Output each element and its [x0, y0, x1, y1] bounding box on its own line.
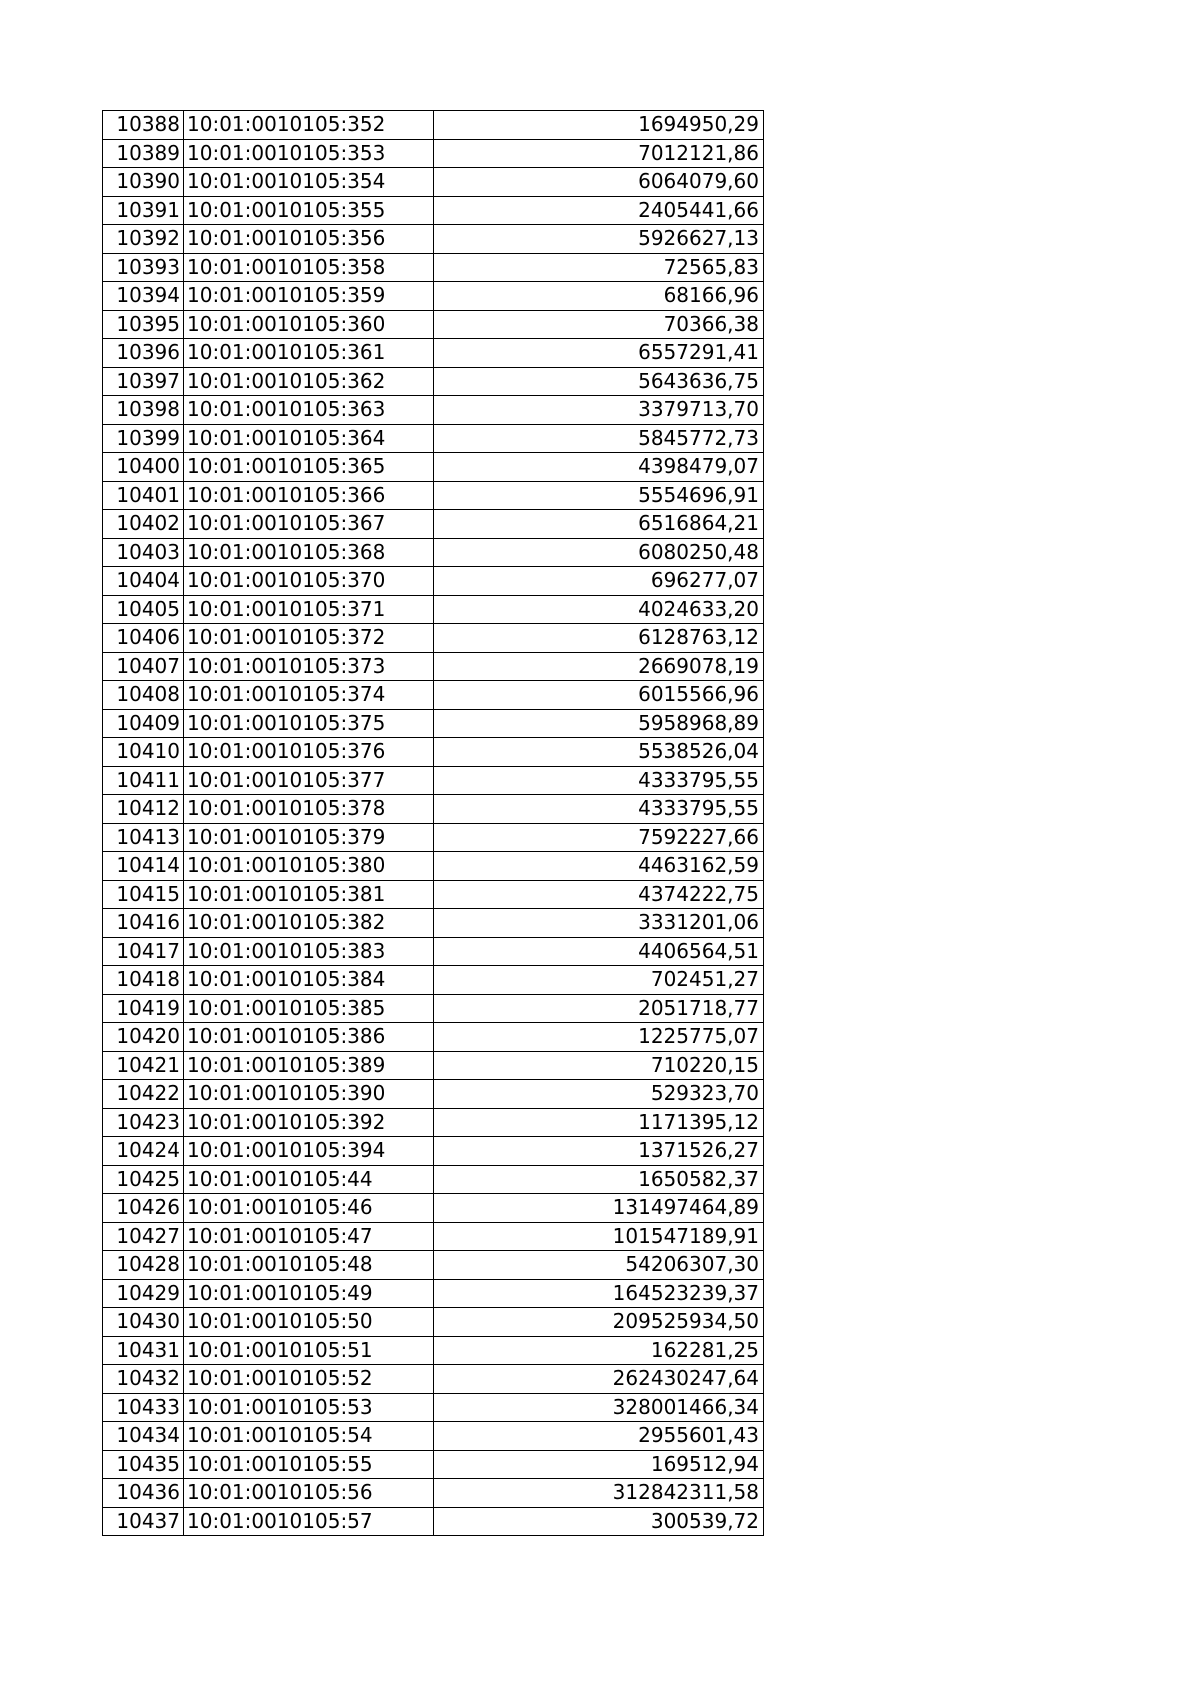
value-cell: 6064079,60 — [434, 168, 764, 197]
row-number-cell: 10411 — [103, 766, 184, 795]
value-cell: 312842311,58 — [434, 1479, 764, 1508]
cadastral-number-cell: 10:01:0010105:363 — [184, 396, 434, 425]
value-cell: 4398479,07 — [434, 453, 764, 482]
value-cell: 5845772,73 — [434, 424, 764, 453]
value-cell: 101547189,91 — [434, 1222, 764, 1251]
value-cell: 1171395,12 — [434, 1108, 764, 1137]
cadastral-number-cell: 10:01:0010105:364 — [184, 424, 434, 453]
table-row — [103, 396, 764, 425]
table-row — [103, 937, 764, 966]
row-number-cell: 10436 — [103, 1479, 184, 1508]
row-number-cell: 10404 — [103, 567, 184, 596]
cadastral-number-cell: 10:01:0010105:51 — [184, 1336, 434, 1365]
cadastral-number-cell: 10:01:0010105:378 — [184, 795, 434, 824]
cadastral-number-cell: 10:01:0010105:366 — [184, 481, 434, 510]
value-cell: 2405441,66 — [434, 196, 764, 225]
table-row — [103, 595, 764, 624]
row-number-cell: 10406 — [103, 624, 184, 653]
cadastral-number-cell: 10:01:0010105:54 — [184, 1422, 434, 1451]
row-number-cell: 10408 — [103, 681, 184, 710]
cadastral-number-cell: 10:01:0010105:57 — [184, 1507, 434, 1536]
table-row — [103, 909, 764, 938]
value-cell: 300539,72 — [434, 1507, 764, 1536]
row-number-cell: 10429 — [103, 1279, 184, 1308]
value-cell: 5926627,13 — [434, 225, 764, 254]
cadastral-number-cell: 10:01:0010105:361 — [184, 339, 434, 368]
cadastral-number-cell: 10:01:0010105:377 — [184, 766, 434, 795]
value-cell: 6557291,41 — [434, 339, 764, 368]
cadastral-number-cell: 10:01:0010105:359 — [184, 282, 434, 311]
value-cell: 54206307,30 — [434, 1251, 764, 1280]
table-row — [103, 624, 764, 653]
value-cell: 529323,70 — [434, 1080, 764, 1109]
row-number-cell: 10428 — [103, 1251, 184, 1280]
table-row — [103, 481, 764, 510]
table-row — [103, 766, 764, 795]
value-cell: 1694950,29 — [434, 111, 764, 140]
cadastral-number-cell: 10:01:0010105:383 — [184, 937, 434, 966]
table-row — [103, 852, 764, 881]
cadastral-number-cell: 10:01:0010105:48 — [184, 1251, 434, 1280]
table-row — [103, 1422, 764, 1451]
table-row — [103, 1479, 764, 1508]
row-number-cell: 10414 — [103, 852, 184, 881]
value-cell: 164523239,37 — [434, 1279, 764, 1308]
cadastral-number-cell: 10:01:0010105:355 — [184, 196, 434, 225]
cadastral-number-cell: 10:01:0010105:360 — [184, 310, 434, 339]
row-number-cell: 10424 — [103, 1137, 184, 1166]
row-number-cell: 10410 — [103, 738, 184, 767]
table-row — [103, 1393, 764, 1422]
table-row — [103, 453, 764, 482]
row-number-cell: 10421 — [103, 1051, 184, 1080]
value-cell: 1371526,27 — [434, 1137, 764, 1166]
table-row — [103, 538, 764, 567]
value-cell: 2955601,43 — [434, 1422, 764, 1451]
row-number-cell: 10395 — [103, 310, 184, 339]
value-cell: 2669078,19 — [434, 652, 764, 681]
cadastral-number-cell: 10:01:0010105:374 — [184, 681, 434, 710]
row-number-cell: 10419 — [103, 994, 184, 1023]
row-number-cell: 10390 — [103, 168, 184, 197]
value-cell: 5958968,89 — [434, 709, 764, 738]
value-cell: 6015566,96 — [434, 681, 764, 710]
row-number-cell: 10433 — [103, 1393, 184, 1422]
cadastral-number-cell: 10:01:0010105:46 — [184, 1194, 434, 1223]
cadastral-number-cell: 10:01:0010105:44 — [184, 1165, 434, 1194]
cadastral-number-cell: 10:01:0010105:382 — [184, 909, 434, 938]
table-row — [103, 424, 764, 453]
value-cell: 4333795,55 — [434, 795, 764, 824]
cadastral-number-cell: 10:01:0010105:47 — [184, 1222, 434, 1251]
row-number-cell: 10388 — [103, 111, 184, 140]
table-row — [103, 567, 764, 596]
cadastral-number-cell: 10:01:0010105:372 — [184, 624, 434, 653]
table-row — [103, 1222, 764, 1251]
row-number-cell: 10401 — [103, 481, 184, 510]
value-cell: 209525934,50 — [434, 1308, 764, 1337]
value-cell: 169512,94 — [434, 1450, 764, 1479]
row-number-cell: 10409 — [103, 709, 184, 738]
value-cell: 4406564,51 — [434, 937, 764, 966]
row-number-cell: 10427 — [103, 1222, 184, 1251]
table-row — [103, 1051, 764, 1080]
cadastral-number-cell: 10:01:0010105:389 — [184, 1051, 434, 1080]
value-cell: 70366,38 — [434, 310, 764, 339]
table-row — [103, 1450, 764, 1479]
table-row — [103, 1137, 764, 1166]
value-cell: 696277,07 — [434, 567, 764, 596]
table-body — [103, 111, 764, 1536]
row-number-cell: 10418 — [103, 966, 184, 995]
cadastral-number-cell: 10:01:0010105:370 — [184, 567, 434, 596]
row-number-cell: 10413 — [103, 823, 184, 852]
row-number-cell: 10423 — [103, 1108, 184, 1137]
row-number-cell: 10434 — [103, 1422, 184, 1451]
value-cell: 1650582,37 — [434, 1165, 764, 1194]
value-cell: 710220,15 — [434, 1051, 764, 1080]
row-number-cell: 10398 — [103, 396, 184, 425]
row-number-cell: 10425 — [103, 1165, 184, 1194]
table-row — [103, 168, 764, 197]
value-cell: 7012121,86 — [434, 139, 764, 168]
row-number-cell: 10422 — [103, 1080, 184, 1109]
cadastral-number-cell: 10:01:0010105:353 — [184, 139, 434, 168]
cadastral-number-cell: 10:01:0010105:55 — [184, 1450, 434, 1479]
cadastral-number-cell: 10:01:0010105:352 — [184, 111, 434, 140]
table-row — [103, 1365, 764, 1394]
value-cell: 4374222,75 — [434, 880, 764, 909]
row-number-cell: 10399 — [103, 424, 184, 453]
table-row — [103, 738, 764, 767]
table-row — [103, 139, 764, 168]
row-number-cell: 10389 — [103, 139, 184, 168]
row-number-cell: 10412 — [103, 795, 184, 824]
row-number-cell: 10402 — [103, 510, 184, 539]
value-cell: 328001466,34 — [434, 1393, 764, 1422]
table-row — [103, 510, 764, 539]
cadastral-value-table — [102, 110, 764, 1536]
table-row — [103, 681, 764, 710]
value-cell: 4333795,55 — [434, 766, 764, 795]
table-row — [103, 1251, 764, 1280]
table-row — [103, 225, 764, 254]
table-row — [103, 1165, 764, 1194]
cadastral-number-cell: 10:01:0010105:356 — [184, 225, 434, 254]
row-number-cell: 10430 — [103, 1308, 184, 1337]
cadastral-number-cell: 10:01:0010105:354 — [184, 168, 434, 197]
row-number-cell: 10397 — [103, 367, 184, 396]
row-number-cell: 10403 — [103, 538, 184, 567]
table-row — [103, 367, 764, 396]
row-number-cell: 10392 — [103, 225, 184, 254]
cadastral-number-cell: 10:01:0010105:373 — [184, 652, 434, 681]
row-number-cell: 10426 — [103, 1194, 184, 1223]
row-number-cell: 10415 — [103, 880, 184, 909]
value-cell: 5643636,75 — [434, 367, 764, 396]
table-row — [103, 282, 764, 311]
value-cell: 68166,96 — [434, 282, 764, 311]
value-cell: 702451,27 — [434, 966, 764, 995]
table-row — [103, 1507, 764, 1536]
row-number-cell: 10400 — [103, 453, 184, 482]
cadastral-number-cell: 10:01:0010105:50 — [184, 1308, 434, 1337]
row-number-cell: 10391 — [103, 196, 184, 225]
value-cell: 6516864,21 — [434, 510, 764, 539]
value-cell: 4463162,59 — [434, 852, 764, 881]
row-number-cell: 10431 — [103, 1336, 184, 1365]
cadastral-number-cell: 10:01:0010105:392 — [184, 1108, 434, 1137]
cadastral-number-cell: 10:01:0010105:368 — [184, 538, 434, 567]
table-row — [103, 880, 764, 909]
cadastral-number-cell: 10:01:0010105:371 — [184, 595, 434, 624]
cadastral-number-cell: 10:01:0010105:379 — [184, 823, 434, 852]
table-row — [103, 994, 764, 1023]
row-number-cell: 10405 — [103, 595, 184, 624]
row-number-cell: 10435 — [103, 1450, 184, 1479]
row-number-cell: 10416 — [103, 909, 184, 938]
cadastral-number-cell: 10:01:0010105:365 — [184, 453, 434, 482]
row-number-cell: 10417 — [103, 937, 184, 966]
table-row — [103, 1108, 764, 1137]
table-row — [103, 196, 764, 225]
value-cell: 72565,83 — [434, 253, 764, 282]
table-row — [103, 709, 764, 738]
value-cell: 131497464,89 — [434, 1194, 764, 1223]
cadastral-number-cell: 10:01:0010105:394 — [184, 1137, 434, 1166]
value-cell: 262430247,64 — [434, 1365, 764, 1394]
table-row — [103, 339, 764, 368]
table-row — [103, 1279, 764, 1308]
cadastral-number-cell: 10:01:0010105:56 — [184, 1479, 434, 1508]
cadastral-number-cell: 10:01:0010105:362 — [184, 367, 434, 396]
value-cell: 3379713,70 — [434, 396, 764, 425]
table-row — [103, 1023, 764, 1052]
cadastral-number-cell: 10:01:0010105:358 — [184, 253, 434, 282]
cadastral-number-cell: 10:01:0010105:390 — [184, 1080, 434, 1109]
value-cell: 162281,25 — [434, 1336, 764, 1365]
table-row — [103, 795, 764, 824]
table-row — [103, 652, 764, 681]
value-cell: 3331201,06 — [434, 909, 764, 938]
cadastral-number-cell: 10:01:0010105:380 — [184, 852, 434, 881]
cadastral-number-cell: 10:01:0010105:53 — [184, 1393, 434, 1422]
cadastral-number-cell: 10:01:0010105:384 — [184, 966, 434, 995]
table-row — [103, 310, 764, 339]
cadastral-number-cell: 10:01:0010105:376 — [184, 738, 434, 767]
value-cell: 4024633,20 — [434, 595, 764, 624]
cadastral-number-cell: 10:01:0010105:385 — [184, 994, 434, 1023]
row-number-cell: 10396 — [103, 339, 184, 368]
value-cell: 1225775,07 — [434, 1023, 764, 1052]
row-number-cell: 10437 — [103, 1507, 184, 1536]
value-cell: 6080250,48 — [434, 538, 764, 567]
cadastral-number-cell: 10:01:0010105:52 — [184, 1365, 434, 1394]
table-row — [103, 1336, 764, 1365]
cadastral-number-cell: 10:01:0010105:375 — [184, 709, 434, 738]
cadastral-number-cell: 10:01:0010105:49 — [184, 1279, 434, 1308]
value-cell: 7592227,66 — [434, 823, 764, 852]
cadastral-number-cell: 10:01:0010105:386 — [184, 1023, 434, 1052]
table-row — [103, 966, 764, 995]
value-cell: 5554696,91 — [434, 481, 764, 510]
row-number-cell: 10420 — [103, 1023, 184, 1052]
table-row — [103, 823, 764, 852]
table-row — [103, 253, 764, 282]
cadastral-number-cell: 10:01:0010105:367 — [184, 510, 434, 539]
table-row — [103, 1194, 764, 1223]
value-cell: 2051718,77 — [434, 994, 764, 1023]
cadastral-number-cell: 10:01:0010105:381 — [184, 880, 434, 909]
table-row — [103, 1308, 764, 1337]
table-row — [103, 1080, 764, 1109]
value-cell: 5538526,04 — [434, 738, 764, 767]
table-row — [103, 111, 764, 140]
row-number-cell: 10432 — [103, 1365, 184, 1394]
value-cell: 6128763,12 — [434, 624, 764, 653]
row-number-cell: 10394 — [103, 282, 184, 311]
row-number-cell: 10393 — [103, 253, 184, 282]
row-number-cell: 10407 — [103, 652, 184, 681]
